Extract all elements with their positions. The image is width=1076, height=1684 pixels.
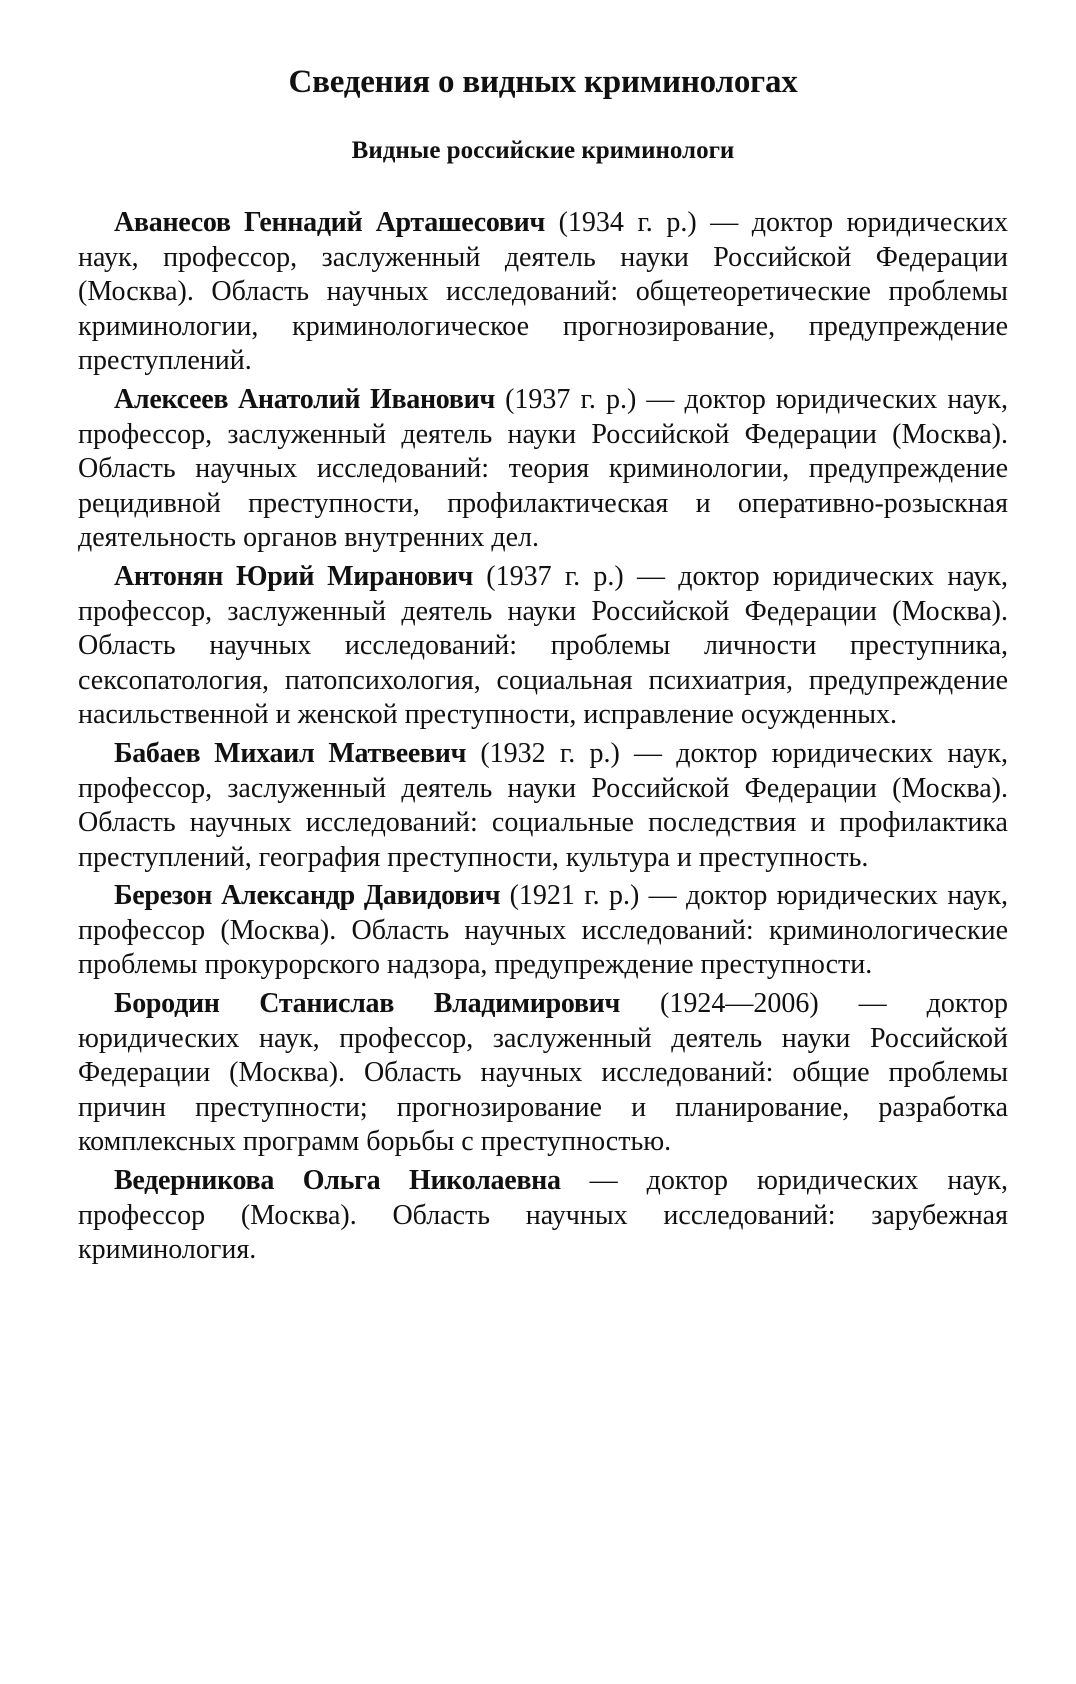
criminologist-description: (1937 г. р.) — доктор юридических наук, профессор, заслуженный деятель науки Российской Федерации (Москва). Область научных исследований: теория криминологии, предупреждение рецидивной преступности, профилактическая и оперативно-розыскная деятельность органов внутренних дел. [78,383,1008,554]
criminologist-description: (1932 г. р.) — доктор юридических наук, профессор, заслуженный деятель науки Российской Федерации (Москва). Область научных исследований: социальные последствия и профилактика преступлений, география преступности, культура и преступность. [78,737,1008,873]
criminologist-name: Березон Александр Давидович [114,880,501,912]
criminologists-list [78,206,1008,1268]
criminologist-description: (1937 г. р.) — доктор юридических наук, профессор, заслуженный деятель науки Российской Федерации (Москва). Область научных исследований: проблемы личности преступника, сексопатология, патопсихология, социальная психиатрия, предупреждение насильственной и женской преступности, исправление осужденных. [78,560,1009,731]
section-subtitle: Видные российские криминологи [351,137,735,164]
criminologist-name: Аванесов Геннадий Арташесович [114,207,546,238]
criminologist-description: (1924—2006) — доктор юридических наук, профессор, заслуженный деятель науки Российской Федерации (Москва). Область научных исследований: общие проблемы причин преступности; прогнозирование и планирование, разработка комплексных программ борьбы с преступностью. [78,988,1008,1158]
criminologist-entry-avanesov [78,206,1008,379]
criminologist-description: — доктор юридических наук, профессор (Москва). Область научных исследований: зарубежная криминология. [78,1165,1008,1266]
criminologist-entry-babaev [78,737,1008,875]
document-page [78,62,1008,1272]
criminologist-entry-alekseev [78,383,1008,556]
criminologist-description: (1921 г. р.) — доктор юридических наук, профессор (Москва). Область научных исследований: криминологические проблемы прокурорского надзора, предупреждение преступности. [78,880,1008,981]
page-title: Сведения о видных криминологах [288,64,798,100]
criminologist-entry-borodin [78,987,1008,1160]
criminologist-entry-antonyan [78,560,1008,733]
criminologist-name: Бородин Станислав Владимирович [114,988,620,1020]
criminologist-description: (1934 г. р.) — доктор юридических наук, профессор, заслуженный деятель науки Российской Федерации (Москва). Область научных исследований: общетеоретические проблемы криминологии, криминологическое прогнозирование, предупреждение преступлений. [78,207,1008,377]
criminologist-name: Ведерникова Ольга Николаевна [114,1165,561,1197]
criminologist-name: Бабаев Михаил Матвеевич [114,737,467,769]
criminologist-entry-berezon [78,879,1008,983]
criminologist-entry-vedernikova [78,1164,1008,1268]
criminologist-name: Антонян Юрий Миранович [114,560,474,592]
criminologist-name: Алексеев Анатолий Иванович [114,383,495,415]
